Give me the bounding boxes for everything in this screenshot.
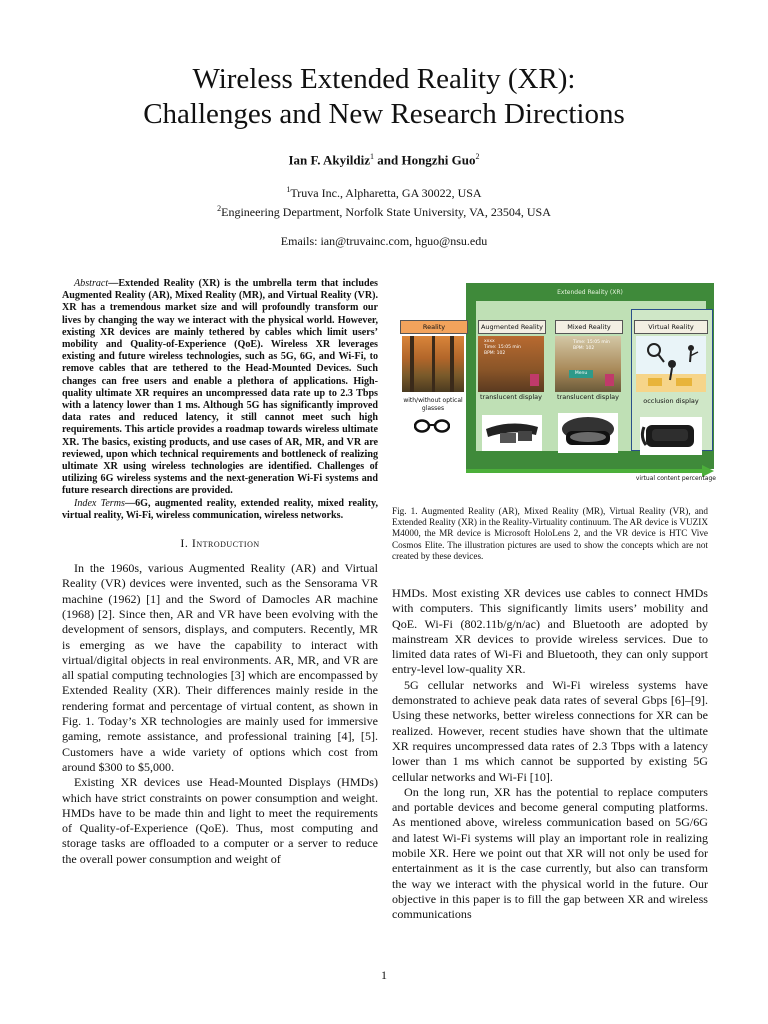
xr-label: Extended Reality (XR) bbox=[557, 289, 623, 296]
desc-glasses: with/without optical glasses bbox=[403, 397, 463, 412]
figure-caption bbox=[392, 506, 708, 562]
author-list bbox=[0, 152, 768, 168]
mr-headset-icon bbox=[558, 413, 618, 453]
paragraph: In the 1960s, various Augmented Reality (AR) and Virtual Reality (VR) devices were invented, such as the Sensorama VR machine (1962) [1] and the Sword of Damocles AR machine (1968) [2]. Since then, AR and VR have been evolving with the development of sensors, displays, and computers. Recently, MR is emerging as we have the capability to interact with virtual/digital objects in real environments. AR, MR, and VR are all spatial computing technologies [3] which are encompassed by Extended Reality (XR). Their differences mainly reside in the rendering format and percentage of virtual content, as shown in Fig. 1. Today’s XR technologies are mainly used for immersive gaming, remote assistance, and professional training [4], [5]. Customers have a wide variety of options which cost from around $300 to $5,000. bbox=[62, 561, 378, 774]
affiliation-2-sup: 2 bbox=[217, 204, 222, 213]
index-terms-label: Index Terms bbox=[74, 497, 125, 509]
abstract bbox=[62, 278, 378, 498]
mr-screen-line-2: BPM: 102 bbox=[573, 346, 595, 351]
caption-label: Fig. 1. bbox=[392, 506, 418, 516]
ar-headset-icon bbox=[482, 415, 542, 451]
figure-1 bbox=[398, 283, 716, 491]
category-mixed-reality: Mixed Reality bbox=[555, 320, 623, 334]
affiliation-2 bbox=[0, 204, 768, 220]
paper-title bbox=[0, 62, 768, 132]
category-augmented-reality: Augmented Reality bbox=[478, 320, 546, 334]
section-numeral: I. bbox=[180, 536, 189, 551]
index-terms bbox=[62, 498, 378, 522]
axis-label: virtual content percentage bbox=[635, 475, 716, 482]
map-marker-icon bbox=[530, 374, 539, 386]
glasses-icon bbox=[414, 419, 450, 433]
forest-photo bbox=[402, 336, 464, 392]
affiliation-1-sup: 1 bbox=[286, 185, 291, 194]
caption-text bbox=[392, 506, 708, 562]
caption-body: Augmented Reality (AR), Mixed Reality (MR), Virtual Reality (VR), and Extended Reality (XR) in the Reality-Virtuality continuum. The AR device is VUZIX M4000, the MR device is Microsoft HoloLens 2, and the VR device is HTC Vive Cosmos Elite. The illustration pictures are used to show the concepts which are not created by these devices. bbox=[392, 506, 708, 561]
paragraph: Existing XR devices use Head-Mounted Displays (HMDs) which have strict constraints on power consumption and weight. HMDs have to be made thin and light to meet the requirements of Quality-of-Experience (QoE). Thus, most computing and storage tasks are offloaded to a computer or a server to reduce the overall power consumption and weight of bbox=[62, 775, 378, 866]
left-column bbox=[62, 278, 378, 867]
mr-menu-panel: Menu bbox=[569, 370, 593, 378]
desc-mr-display: translucent display bbox=[556, 393, 620, 401]
ar-photo bbox=[478, 336, 544, 392]
author-and: and bbox=[377, 152, 399, 168]
desc-ar-display: translucent display bbox=[479, 393, 543, 401]
page-number: 1 bbox=[381, 968, 387, 982]
vr-headset-icon bbox=[640, 417, 702, 455]
emails: Emails: ian@truvainc.com, hguo@nsu.edu bbox=[280, 234, 488, 248]
section-heading bbox=[62, 536, 378, 551]
author-2: Hongzhi Guo bbox=[401, 152, 476, 168]
affiliation-1-text: Truva Inc., Alpharetta, GA 30022, USA bbox=[290, 186, 482, 200]
right-column bbox=[392, 586, 708, 923]
desc-vr-display: occlusion display bbox=[643, 397, 699, 405]
title-line-1: Wireless Extended Reality (XR): bbox=[192, 63, 576, 95]
ar-screen-line-2: Time: 15:05 min bbox=[484, 345, 521, 350]
mr-photo bbox=[555, 336, 621, 392]
map-marker-icon bbox=[605, 374, 614, 386]
author-2-affil: 2 bbox=[475, 152, 480, 161]
vr-scene bbox=[636, 336, 706, 392]
mr-screen-line-1: Time: 15:05 min bbox=[573, 340, 610, 345]
tennis-players-icon bbox=[636, 336, 706, 392]
paragraph: 5G cellular networks and Wi-Fi wireless systems have demonstrated to achieve peak data rates of several Gbps [6]–[9]. Using these networks, better wireless connections for XR can be realized. However, recent studies have shown that the ultimate XR requires uncompressed data rates of 2.3 Tbps with a latency lower than 1 ms which cannot be supported by existing 5G cellular networks and Wi-Fi [10]. bbox=[392, 677, 708, 784]
abstract-label: Abstract bbox=[74, 278, 109, 289]
section-title: Introduction bbox=[191, 536, 260, 551]
ar-screen-line-1: xxxx bbox=[484, 339, 495, 344]
paragraph: HMDs. Most existing XR devices use cables to connect HMDs with computers. This significantly limits users’ mobility and QoE. Wi-Fi (802.11b/g/n/ac) and Bluetooth are adopted by mainstream XR devices to provide wireless services. Due to limited data rates of Wi-Fi and Bluetooth, they can only support entry-level low-quality XR. bbox=[392, 586, 708, 677]
author-1-affil: 1 bbox=[370, 152, 374, 161]
paragraph: On the long run, XR has the potential to replace computers and portable devices and become general computing platforms. As mentioned above, wireless communication based on 5G/6G and latest Wi-Fi systems will play an important role in realizing mobile XR. Here we point out that XR will not only be used for entertainment as it is the case currently, but also can transform the way we interact with the physical world in the future. Our objective in this paper is to fill the gap between XR and wireless communications bbox=[392, 784, 708, 922]
index-terms-text: —6G, augmented reality, extended reality, mixed reality, virtual reality, Wi-Fi, wireless communication, wireless networks. bbox=[62, 497, 378, 521]
affiliation-1 bbox=[0, 185, 768, 201]
author-1: Ian F. Akyildiz bbox=[288, 152, 370, 168]
ar-screen-line-3: BPM: 102 bbox=[484, 351, 506, 356]
category-reality: Reality bbox=[400, 320, 468, 334]
title-line-2: Challenges and New Research Directions bbox=[143, 98, 625, 130]
affiliation-2-text: Engineering Department, Norfolk State University, VA, 23504, USA bbox=[221, 205, 551, 219]
category-virtual-reality: Virtual Reality bbox=[634, 320, 708, 334]
abstract-text: —Extended Reality (XR) is the umbrella term that includes Augmented Reality (AR), Mixed Reality (MR), and Virtual Reality (VR). XR has a tremendous market size and will profoundly transform our lives by changing the way we interact with the physical world. However, existing XR devices are mainly tethered by cables which limit users’ mobility and Quality-of-Experience (QoE). Wireless XR leverages existing and future wireless technologies, such as 5G, 6G, and Wi-Fi, to remove cables that are tethered to the Head-Mounted Devices. Such changes can free users and enable a plethora of applications. High-quality ultimate XR requires an uncompressed data rate up to 2.3 Tbps with a latency lower than 1 ms. Although 5G has significantly improved data rates and reduced latency, it still cannot meet such high requirements. This article provides a roadmap towards wireless ultimate XR. The basics, existing products, and use cases of AR, MR, and VR are reviewed, upon which technical requirements and bottleneck of realizing ultimate XR using wireless technologies are identified. Challenges of utilizing 6G wireless systems and the next-generation Wi-Fi systems and future research directions are provided. bbox=[62, 278, 378, 497]
continuum-arrow bbox=[466, 469, 706, 473]
